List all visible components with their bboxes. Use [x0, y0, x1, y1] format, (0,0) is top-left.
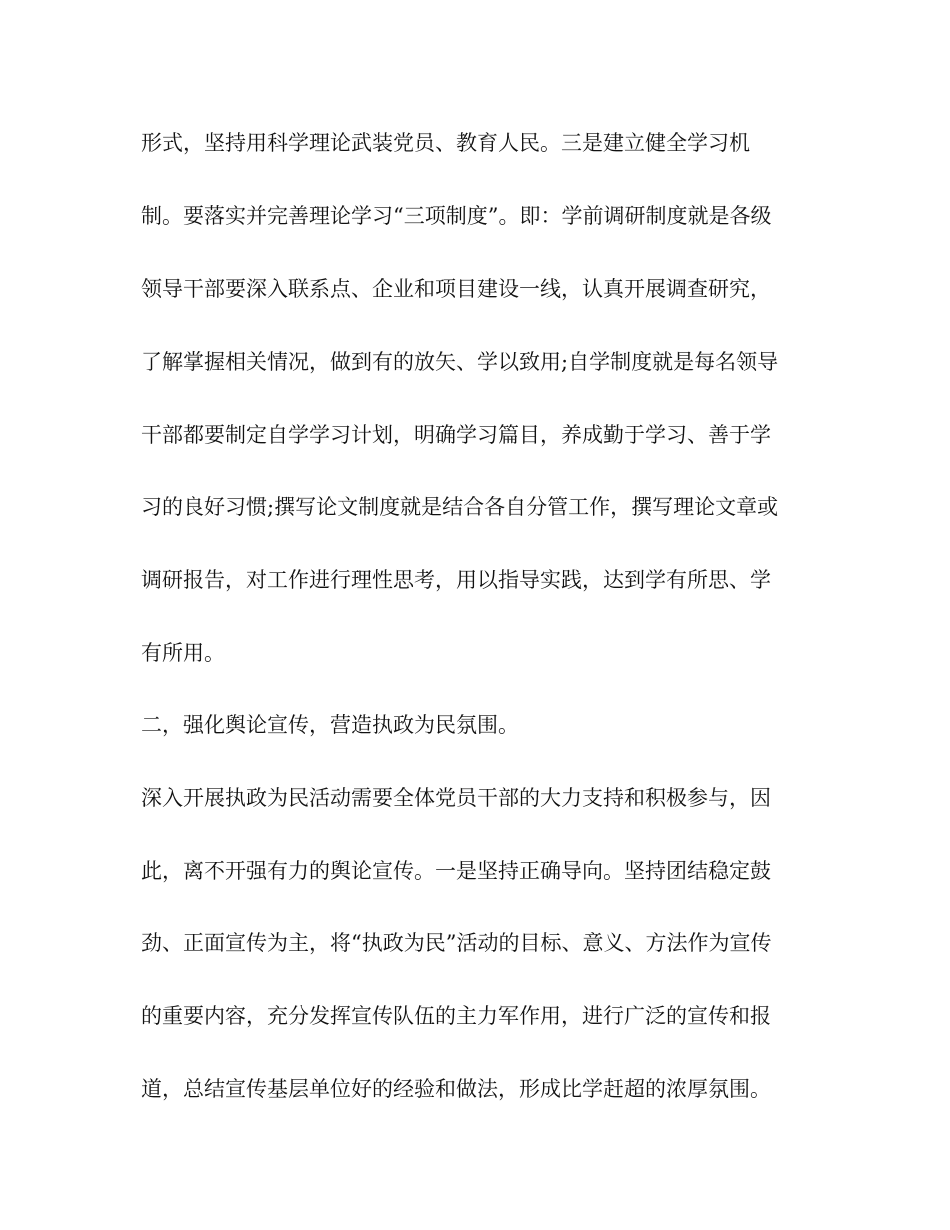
text-line: 干部都要制定自学学习计划，明确学习篇目，养成勤于学习、善于学 [141, 423, 771, 447]
text-line: 劲、正面宣传为主，将“执政为民”活动的目标、意义、方法作为宣传 [141, 931, 772, 955]
text-line: 制。要落实并完善理论学习“三项制度”。即：学前调研制度就是各级 [141, 204, 772, 228]
section-heading: 二，强化舆论宣传，营造执政为民氛围。 [141, 713, 519, 737]
text-line: 此，离不开强有力的舆论宣传。一是坚持正确导向。坚持团结稳定鼓 [141, 859, 771, 883]
text-line: 道，总结宣传基层单位好的经验和做法，形成比学赶超的浓厚氛围。 [141, 1077, 771, 1101]
text-line: 调研报告，对工作进行理性思考，用以指导实践，达到学有所思、学 [141, 568, 771, 592]
text-line: 形式，坚持用科学理论武装党员、教育人民。三是建立健全学习机 [141, 131, 750, 155]
text-line: 深入开展执政为民活动需要全体党员干部的大力支持和积极参与，因 [141, 786, 771, 810]
text-line: 习的良好习惯;撰写论文制度就是结合各自分管工作，撰写理论文章或 [141, 495, 779, 519]
text-line: 领导干部要深入联系点、企业和项目建设一线，认真开展调查研究， [141, 277, 771, 301]
text-line: 有所用。 [141, 641, 225, 665]
text-line: 的重要内容，充分发挥宣传队伍的主力军作用，进行广泛的宣传和报 [141, 1004, 771, 1028]
text-line: 了解掌握相关情况，做到有的放矢、学以致用;自学制度就是每名领导 [141, 350, 779, 374]
